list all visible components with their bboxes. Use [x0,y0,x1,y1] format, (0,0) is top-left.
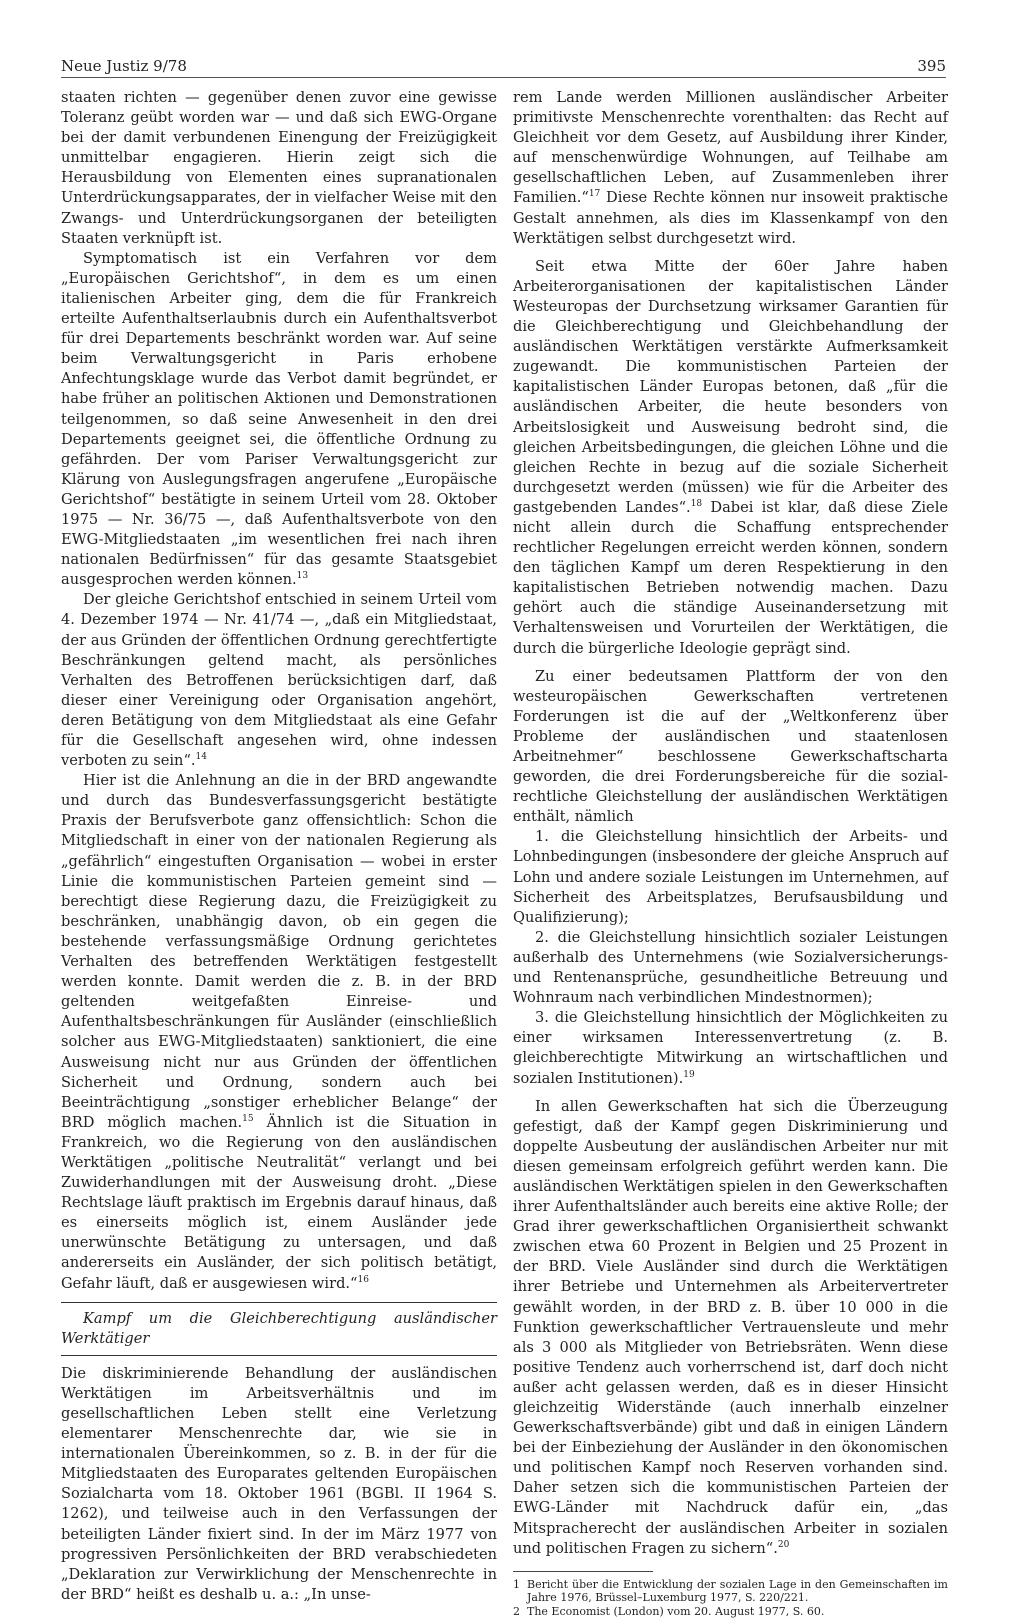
journal-issue: Neue Justiz 9/78 [61,57,187,75]
footnote-ref[interactable]: 15 [242,1113,254,1124]
list-item: 2. die Gleichstellung hinsichtlich sozialer Leistungen außerhalb des Unternehmens (wie Sozialversicherungs- und Rentenansprüche, gesundheitliche Betreuung und Wohnraum nach verbindlichen Mindestnormen); [513,928,948,1007]
footnote: 1 Bericht über die Entwicklung der sozialen Lage in den Gemeinschaften im Jahre 1976, Brüssel–Luxemburg 1977, S. 220/221. [513,1577,948,1605]
paragraph: Zu einer bedeutsamen Plattform der von den westeuropäischen Gewerkschaften vertretenen Forderungen ist die auf der „Weltkonferenz über Probleme der ausländischen und staatenlosen Arbeitnehmer“ beschlossene Gewerkschaftscharta geworden, die drei Forderungsbereiche für die sozial-rechtliche Gleichstellung der ausländischen Werktätigen enthält, nämlich [513,667,948,826]
footnote-ref[interactable]: 18 [690,499,703,510]
footnote-ref[interactable]: 16 [357,1274,369,1285]
footnote-ref[interactable]: 19 [683,1069,695,1080]
footnote-divider [513,1571,653,1572]
paragraph: rem Lande werden Millionen ausländischer Arbeiter primitivste Menschenrechte vorenthalten: das Recht auf Gleichheit vor dem Gesetz, auf Ausbildung ihrer Kinder, auf menschenwürdige Wohnungen, auf Teilhabe am gesellschaftlichen Leben, auf Zusammenleben ihrer Familien.“$^{17}$ Diese Rechte können nur insoweit praktische Gestalt annehmen, als dies im Klassenkampf von den Werktätigen selbst durchgesetzt wird. [513,89,948,247]
section-divider [61,1355,497,1356]
list-item: 1. die Gleichstellung hinsichtlich der Arbeits- und Lohnbedingungen (insbesondere der gleiche Anspruch auf Lohn und andere soziale Leistungen im Unternehmen, auf Sicherheit des Arbeitsplatzes, Berufsausbildung und Qualifizierung); [513,828,948,926]
right-column [513,88,948,1618]
section-divider [61,1302,497,1303]
footnote: 2 The Economist (London) vom 20. August 1977, S. 60. [513,1604,825,1618]
paragraph: Seit etwa Mitte der 60er Jahre haben Arbeiterorganisationen der kapitalistischen Länder Westeuropas der Durchsetzung wirksamer Garantien für die Gleichberechtigung und Gleichbehandlung der ausländischen Werktätigen verstärkte Aufmerksamkeit zugewandt. Die kommunistischen Parteien der kapitalistischen Länder Europas betonen, daß „für die ausländischen Arbeiter, die heute besonders von Arbeitslosigkeit und Ausweisung bedroht sind, die gleichen Arbeitsbedingungen, die gleichen Löhne und die gleichen Rechte in bezug auf die soziale Sicherheit durchgesetzt werden (müssen) wie für die Arbeiter des gastgebenden Landes“.$^{18}$ Dabei ist klar, daß diese Ziele nicht allein durch die Schaffung entsprechender rechtlicher Regelungen erreicht werden können, sondern den täglichen Kampf um deren Respektierung in den kapitalistischen Betrieben notwendig machen. Dazu gehört auch die ständige Auseinandersetzung mit Verhaltensweisen und Vorurteilen der Werktätigen, die durch die bürgerliche Ideologie geprägt sind. [513,257,948,657]
left-column [61,88,497,1605]
running-header [61,57,946,78]
footnote-ref[interactable]: 17 [588,189,601,200]
footnote-ref[interactable]: 13 [296,571,309,582]
section-heading: Kampf um die Gleichberechtigung ausländischer Werktätiger [61,1309,497,1347]
paragraph: staaten richten — gegenüber denen zuvor eine gewisse Toleranz geübt worden war — und daß sich EWG-Organe bei der damit verbundenen Einengung der Freizügigkeit unmittelbar engagieren. Hierin zeigt sich die Herausbildung von Elementen eines supranationalen Unterdrückungsapparates, der in vielfacher Weise mit den Zwangs- und Unterdrückungsorganen der beteiligten Staaten verknüpft ist. [61,89,497,247]
list-item: 3. die Gleichstellung hinsichtlich der Möglichkeiten zu einer wirksamen Interessenvertretung (z. B. gleichberechtigte Mitwirkung an wirtschaftlichen und sozialen Institutionen).$^{19}$ [513,1009,948,1087]
footnote-ref[interactable]: 20 [777,1539,790,1550]
paragraph: Der gleiche Gerichtshof entschied in seinem Urteil vom 4. Dezember 1974 — Nr. 41/74 —, „daß ein Mitgliedstaat, der aus Gründen der öffentlichen Ordnung gerechtfertigte Beschränkungen geltend macht, als persönliches Verhalten des Betroffenen berücksichtigen darf, daß dieser einer Vereinigung oder Organisation angehört, deren Betätigung von dem Mitgliedstaat als eine Gefahr für die Gesellschaft angesehen wird, ohne indessen verboten zu sein“.$^{14}$ [61,591,497,770]
paragraph: Symptomatisch ist ein Verfahren vor dem „Europäischen Gerichtshof“, in dem es um einen italienischen Arbeiter ging, dem die für Frankreich erteilte Aufenthaltserlaubnis durch ein Aufenthaltsverbot für drei Departements beschränkt worden war. Auf seine beim Verwaltungsgericht in Paris erhobene Anfechtungsklage wurde das Verbot damit begründet, er habe früher an politischen Aktionen und Demonstrationen teilgenommen, so daß seine Anwesenheit in den drei Departements geeignet sei, die öffentliche Ordnung zu gefährden. Der vom Pariser Verwaltungsgericht zur Klärung von Auslegungsfragen angerufene „Europäische Gerichtshof“ bestätigte in seinem Urteil vom 28. Oktober 1975 — Nr. 36/75 —, daß Aufenthaltsverbote von den EWG-Mitgliedstaaten „im wesentlichen frei nach ihren nationalen Bedürfnissen“ für das gesamte Staatsgebiet ausgesprochen werden können.$^{13}$ [61,249,497,589]
page-number: 395 [917,57,946,75]
footnote-ref[interactable]: 14 [195,752,207,763]
paragraph: In allen Gewerkschaften hat sich die Überzeugung gefestigt, daß der Kampf gegen Diskriminierung und doppelte Ausbeutung der ausländischen Arbeiter nur mit diesen gemeinsam erfolgreich geführt werden kann. Die ausländischen Werktätigen spielen in den Gewerkschaften ihrer Aufenthaltsländer auch bereits eine aktive Rolle; der Grad ihrer gewerkschaftlichen Organisiertheit schwankt zwischen etwa 60 Prozent in Belgien und 25 Prozent in der BRD. Viele Ausländer sind durch die Werktätigen ihrer Betriebe und Unternehmen als Arbeitervertreter gewählt worden, in der BRD z. B. über 10 000 in die Funktion gewerkschaftlicher Vertrauensleute und mehr als 3 000 als Mitglieder von Betriebsräten. Wenn diese positive Tendenz auch vorherrschend ist, darf doch nicht außer acht gelassen werden, daß es in dieser Hinsicht gleichzeitig Widerstände (auch innerhalb einzelner Gewerkschaftsverbände) gibt und daß in einigen Ländern bei der Einbeziehung der Ausländer in den ökonomischen und politischen Kampf noch Reserven vorhanden sind. Daher setzen sich die kommunistischen Parteien der EWG-Länder mit Nachdruck dafür ein, „das Mitspracherecht der ausländischen Arbeiter in sozialen und politischen Fragen zu sichern“.$^{20}$ [513,1097,948,1557]
paragraph: Hier ist die Anlehnung an die in der BRD angewandte und durch das Bundesverfassungsgericht bestätigte Praxis der Berufsverbote ganz offensichtlich: Schon die Mitgliedschaft in einer von der nationalen Regierung als „gefährlich“ eingestuften Organisation — wobei in erster Linie die kommunistischen Parteien gemeint sind — berechtigt diese Regierung dazu, die Freizügigkeit zu beschränken, unabhängig davon, ob ein gegen die bestehende verfassungsmäßige Ordnung gerichtetes Verhalten des betreffenden Werktätigen festgestellt werden konnte. Damit werden die z. B. in der BRD geltenden weitgefaßten Einreise- und Aufenthaltsbeschränkungen für Ausländer (einschließlich solcher aus EWG-Mitgliedstaaten) sanktioniert, die eine Ausweisung nicht nur aus Gründen der öffentlichen Sicherheit und Ordnung, sondern auch bei Beeinträchtigung „sonstiger erheblicher Belange“ der BRD möglich machen.$^{15}$ Ähnlich ist die Situation in Frankreich, wo die Regierung von den ausländischen Werktätigen „politische Neutralität“ verlangt und bei Zuwiderhandlungen mit der Ausweisung droht. „Diese Rechtslage läuft praktisch im Ergebnis darauf hinaus, daß es einerseits möglich ist, einem Ausländer jede unerwünschte Betätigung zu untersagen, und daß andererseits ein Ausländer, der sich politisch betätigt, Gefahr läuft, daß er ausgewiesen wird.“$^{16}$ [61,772,497,1292]
paragraph: Die diskriminierende Behandlung der ausländischen Werktätigen im Arbeitsverhältnis und im gesellschaftlichen Leben stellt eine Verletzung elementarer Menschenrechte dar, wie sie in internationalen Übereinkommen, so z. B. in der für die Mitgliedstaaten des Europarates geltenden Europäischen Sozialcharta vom 18. Oktober 1961 (BGBl. II 1964 S. 1262), und teilweise auch in den Verfassungen der beteiligten Länder fixiert sind. In der im März 1977 von progressiven Persönlichkeiten der BRD verabschiedeten „Deklaration zur Verwirklichung der Menschenrechte in der BRD“ heißt es deshalb u. a.: „In unse- [61,1364,497,1603]
